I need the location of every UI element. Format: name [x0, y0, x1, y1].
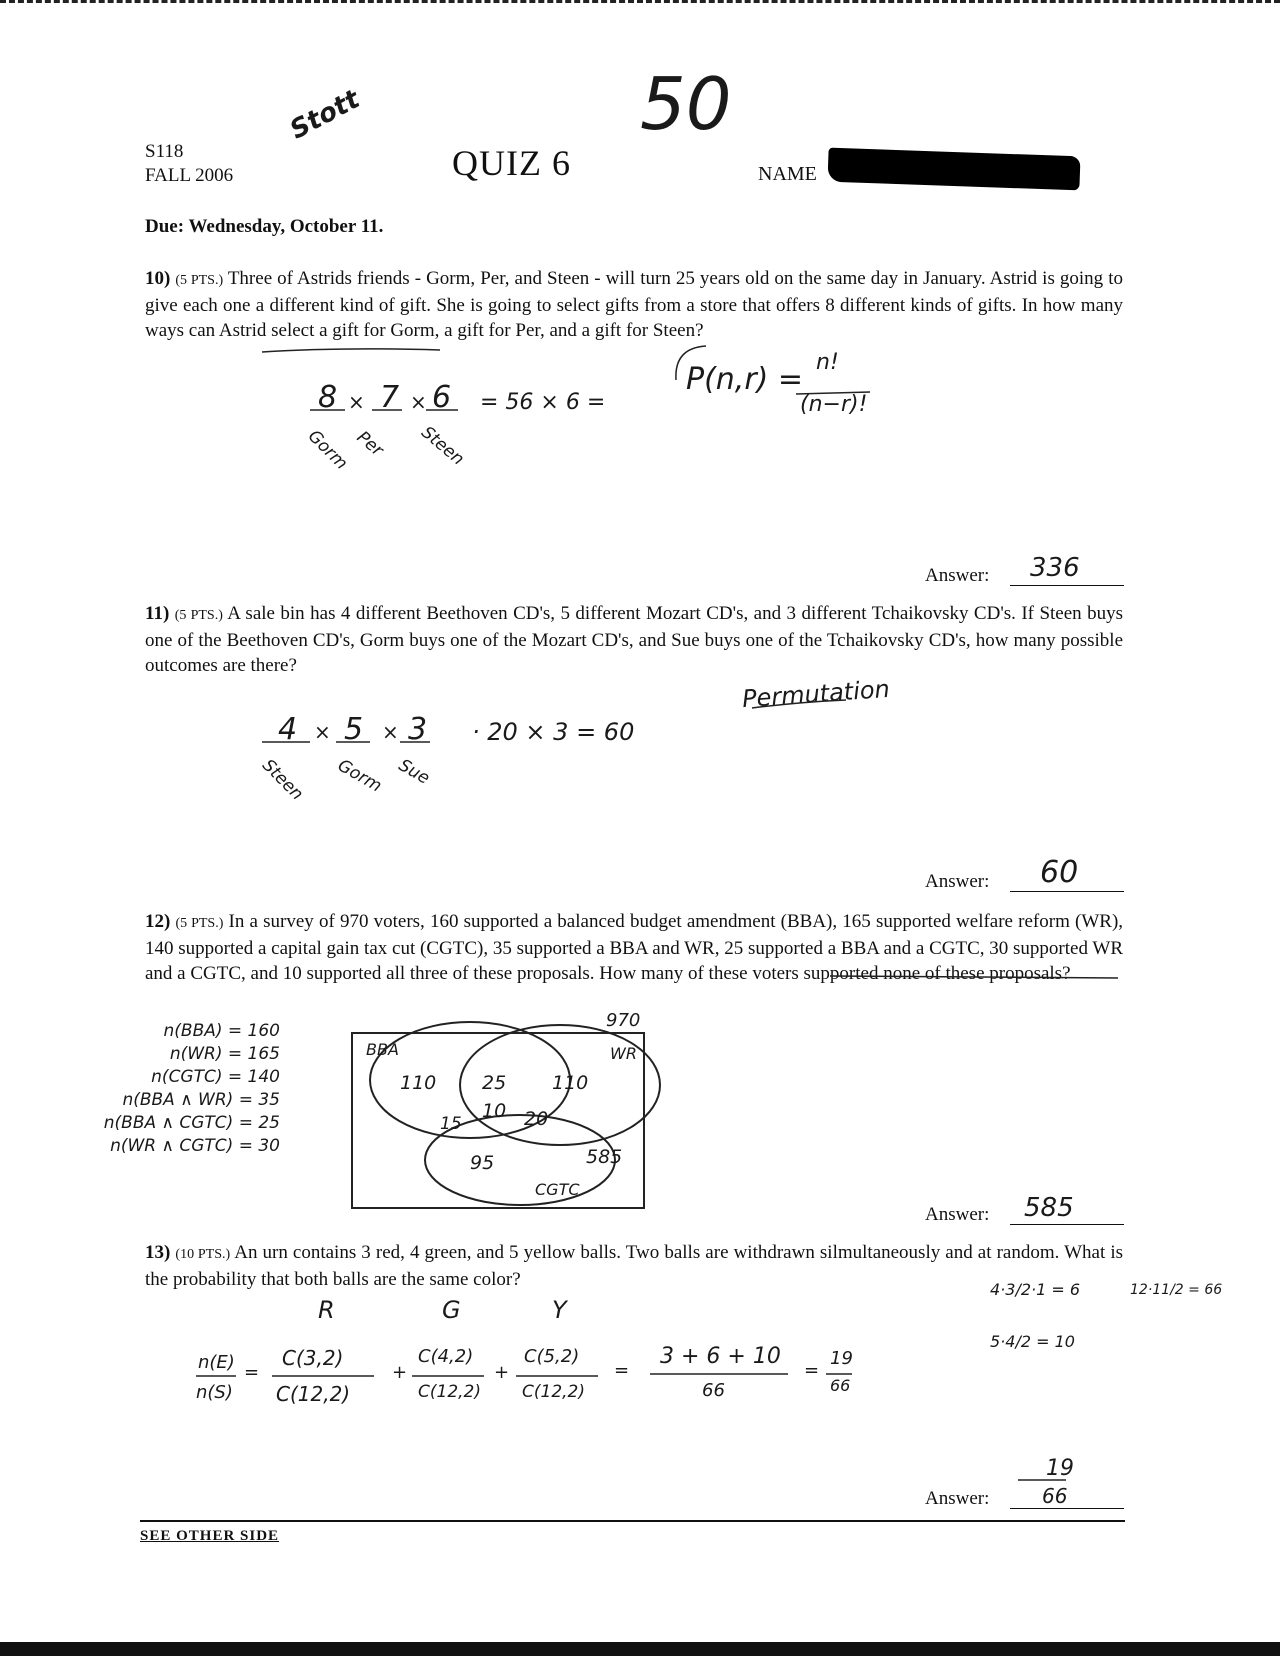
q13-side-calc-2: 5·4/2 = 10 — [990, 1332, 1075, 1351]
q11-note: Permutation — [741, 674, 891, 714]
q10-times-2: × — [410, 390, 427, 414]
question-points: (5 PTS.) — [174, 608, 223, 623]
see-other-side: SEE OTHER SIDE — [140, 1528, 280, 1544]
q13-side-calc-3: 12·11/2 = 66 — [1130, 1282, 1223, 1298]
q10-label-per: Per — [352, 427, 387, 461]
q13-t2-den: C(12,2) — [418, 1382, 481, 1402]
q11-label-sue: Sue — [395, 755, 433, 789]
q11-label-steen: Steen — [258, 755, 308, 805]
answer-12: 585 — [1024, 1193, 1074, 1223]
given-line: n(BBA ∧ WR) = 35 — [122, 1090, 280, 1110]
question-number: 11) — [145, 603, 170, 624]
venn-c-only: 95 — [470, 1152, 495, 1174]
question-text: An urn contains 3 red, 4 green, and 5 yellow balls. Two balls are withdrawn silmultaneously and at random. What is the probability that both balls are the same color? — [145, 1242, 1124, 1290]
question-points: (10 PTS.) — [175, 1247, 231, 1262]
venn-outside: 585 — [586, 1146, 623, 1168]
q13-sum-num: 3 + 6 + 10 — [660, 1344, 781, 1369]
q13-t2-num: C(4,2) — [418, 1346, 474, 1367]
question-number: 12) — [145, 911, 171, 932]
question-text: A sale bin has 4 different Beethoven CD's, 5 different Mozart CD's, and 3 different Tchaikovsky CD's. If Steen buys one of the Beethoven CD's, Gorm buys one of the Mozart CD's, and Sue buys one of the Tchaikovsky CD's, how many possible outcomes are there? — [145, 603, 1123, 676]
venn-b-only: 110 — [552, 1072, 589, 1094]
q13-t1-num: C(3,2) — [282, 1346, 344, 1370]
answer-11: 60 — [1040, 855, 1079, 890]
course-code: S118 — [145, 141, 184, 162]
answer-13-numerator: 19 — [1046, 1456, 1074, 1481]
answer-label-13: Answer: — [925, 1488, 990, 1509]
answer-13-denominator: 66 — [1042, 1484, 1068, 1508]
q10-label-steen: Steen — [417, 422, 468, 470]
q11-expression: · 20 × 3 = 60 — [472, 718, 635, 746]
q13-col-g: G — [442, 1296, 461, 1324]
q10-formula-lhs: P(n,r) = — [686, 362, 804, 397]
question-13 — [145, 1240, 1123, 1292]
score: 50 — [640, 62, 732, 146]
footer-rule — [140, 1520, 1125, 1522]
given-line: n(BBA ∧ CGTC) = 25 — [103, 1113, 280, 1133]
q13-res-num: 19 — [830, 1348, 853, 1369]
q10-factor-3: 6 — [432, 380, 452, 415]
question-number: 10) — [145, 268, 171, 289]
bottom-scan-edge — [0, 1642, 1280, 1656]
q11-note-underline — [752, 700, 846, 708]
question-points: (5 PTS.) — [175, 916, 224, 931]
q13-col-y: Y — [552, 1296, 567, 1324]
given-line: n(WR) = 165 — [169, 1044, 280, 1064]
q11-times-2: × — [382, 720, 399, 744]
name-label: NAME — [758, 163, 817, 185]
answer-label-11: Answer: — [925, 871, 990, 892]
q10-factor-2: 7 — [380, 380, 400, 415]
q11-factor-2: 5 — [344, 712, 364, 747]
q10-times-1: × — [348, 390, 365, 414]
q13-plus-1: + — [392, 1362, 408, 1383]
q13-t3-num: C(5,2) — [524, 1346, 580, 1367]
answer-line-13 — [1010, 1508, 1124, 1509]
q13-t1-den: C(12,2) — [276, 1382, 351, 1406]
q11-factor-3: 3 — [408, 712, 428, 747]
answer-line-12 — [1010, 1224, 1124, 1225]
venn-label-wr: WR — [610, 1044, 637, 1063]
grader-mark: Stott — [285, 84, 365, 146]
course-term: FALL 2006 — [145, 165, 234, 186]
q13-side-calc-1: 4·3/2·1 = 6 — [990, 1280, 1081, 1299]
venn-a-only: 110 — [400, 1072, 437, 1094]
question-number: 13) — [145, 1242, 171, 1263]
venn-ab: 25 — [482, 1072, 507, 1094]
q10-formula-num: n! — [816, 350, 839, 375]
q11-factor-1: 4 — [278, 712, 298, 747]
q10-factor-1: 8 — [318, 380, 338, 415]
q10-formula-den: (n−r)! — [800, 392, 868, 417]
q10-label-gorm: Gorm — [303, 426, 352, 474]
q10-formula-bar — [796, 392, 870, 394]
given-line: n(CGTC) = 140 — [151, 1067, 280, 1087]
q13-lhs-den: n(S) — [196, 1382, 233, 1403]
q13-res-den: 66 — [830, 1376, 851, 1395]
question-text: In a survey of 970 voters, 160 supported a balanced budget amendment (BBA), 165 supported welfare reform (WR), 140 supported a capital gain tax cut (CGTC), 35 supported a BBA and WR, 25 supported a BBA and a CGTC, 30 supported WR and a CGTC, and 10 supported all three of these proposals. How many of these voters supported none of these proposals? — [145, 911, 1124, 984]
q13-eq-1: = — [244, 1362, 260, 1383]
page-title: QUIZ 6 — [452, 143, 571, 183]
q10-underline — [262, 349, 440, 352]
venn-label-bba: BBA — [366, 1040, 399, 1059]
answer-label-10: Answer: — [925, 565, 990, 586]
question-text: Three of Astrids friends - Gorm, Per, and Steen - will turn 25 years old on the same day in January. Astrid is going to give each one a different kind of gift. She is going to select gifts from a store that offers 8 different kinds of gifts. In how many ways can Astrid select a gift for Gorm, a gift for Per, and a gift for Steen? — [145, 268, 1123, 341]
venn-abc: 10 — [482, 1100, 507, 1122]
q10-formula-paren — [676, 346, 706, 380]
answer-10: 336 — [1030, 553, 1080, 583]
venn-label-cgtc: CGTC — [535, 1180, 580, 1199]
answer-label-12: Answer: — [925, 1204, 990, 1225]
due-date: Due: Wednesday, October 11. — [145, 216, 384, 237]
q13-eq-3: = — [804, 1360, 820, 1381]
q11-label-gorm: Gorm — [334, 755, 385, 797]
q10-expression: = 56 × 6 = — [480, 390, 606, 415]
venn-bc: 20 — [524, 1108, 549, 1130]
venn-ac: 15 — [440, 1114, 462, 1134]
q13-sum-den: 66 — [702, 1380, 725, 1401]
question-points: (5 PTS.) — [175, 273, 224, 288]
given-line: n(BBA) = 160 — [163, 1021, 280, 1041]
q11-times-1: × — [314, 720, 331, 744]
q13-col-r: R — [318, 1296, 335, 1324]
venn-total: 970 — [606, 1010, 641, 1031]
q13-t3-den: C(12,2) — [522, 1382, 585, 1402]
q13-plus-2: + — [494, 1362, 510, 1383]
given-line: n(WR ∧ CGTC) = 30 — [110, 1136, 280, 1156]
q12-underline — [830, 976, 1118, 978]
q13-eq-2: = — [614, 1360, 630, 1381]
q13-lhs-num: n(E) — [198, 1352, 235, 1373]
